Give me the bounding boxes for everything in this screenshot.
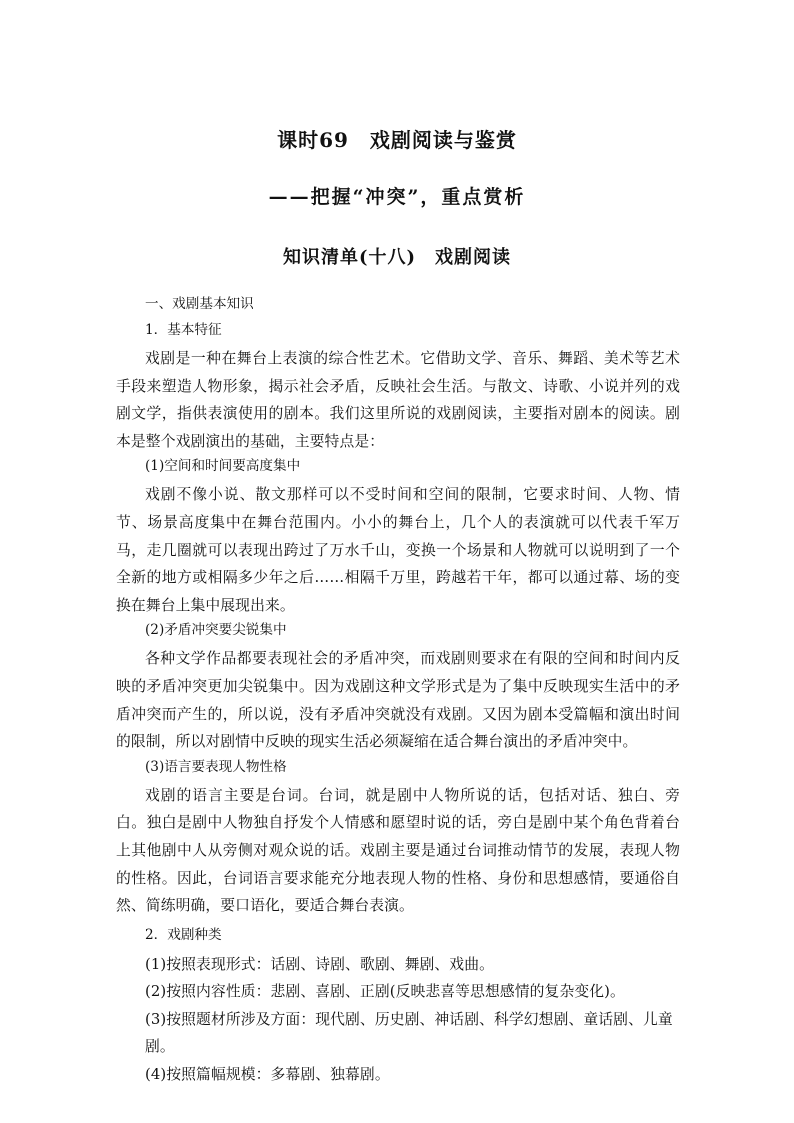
subheading-language: (3)语言要表现人物性格 (145, 758, 287, 775)
intro-paragraph: 戏剧是一种在舞台上表演的综合性艺术。它借助文学、音乐、舞蹈、美术等艺术手段来塑造人物形象，揭示社会矛盾，反映社会生活。与散文、诗歌、小说并列的戏剧文学，指供表演使用的剧本。我们这里所说的戏剧阅读，主要指对剧本的阅读。剧本是整个戏剧演出的基础，主要特点是： (116, 350, 680, 450)
heading-basic-features: 1．基本特征 (145, 322, 222, 338)
subheading-conflict: (2)矛盾冲突要尖锐集中 (145, 622, 287, 639)
lesson-subtitle: ——把握“冲突”，重点赏析 (268, 186, 526, 208)
paragraph-language: 戏剧的语言主要是台词。台词，就是剧中人物所说的话，包括对话、独白、旁白。独白是剧中人物独自抒发个人情感和愿望时说的话，旁白是剧中某个角色背着台上其他剧中人从旁侧对观众说的话。戏剧主要是通过台词推动情节的发展，表现人物的性格。因此，台词语言要求能充分地表现人物的性格、身份和思想感情，要通俗自然、简练明确，要口语化，要适合舞台表演。 (116, 786, 680, 915)
heading-level1: 一、戏剧基本知识 (145, 296, 254, 312)
type-item-length: (4)按照篇幅规模：多幕剧、独幕剧。 (145, 1066, 390, 1084)
type-item-form: (1)按照表现形式：话剧、诗剧、歌剧、舞剧、戏曲。 (145, 955, 494, 973)
paragraph-space-time: 戏剧不像小说、散文那样可以不受时间和空间的限制，它要求时间、人物、情节、场景高度集中在舞台范围内。小小的舞台上，几个人的表演就可以代表千军万马，走几圈就可以表现出跨过了万水千山，变换一个场景和人物就可以说明到了一个全新的地方或相隔多少年之后……相隔千万里，跨越若干年，都可以通过幕、场的变换在舞台上集中展现出来。 (116, 486, 680, 614)
section-title: 知识清单(十八) 戏剧阅读 (282, 247, 512, 268)
paragraph-conflict: 各种文学作品都要表现社会的矛盾冲突，而戏剧则要求在有限的空间和时间内反映的矛盾冲突更加尖锐集中。因为戏剧这种文学形式是为了集中反映现实生活中的矛盾冲突而产生的，所以说，没有矛盾冲突就没有戏剧。又因为剧本受篇幅和演出时间的限制，所以对剧情中反映的现实生活必须凝缩在适合舞台演出的矛盾冲突中。 (116, 650, 680, 751)
type-item-subject: (3)按照题材所涉及方面：现代剧、历史剧、神话剧、科学幻想剧、童话剧、儿童剧。 (145, 1010, 673, 1056)
main-content (116, 293, 680, 1089)
type-item-nature: (2)按照内容性质：悲剧、喜剧、正剧(反映悲喜等思想感情的复杂变化)。 (145, 983, 625, 1001)
heading-drama-types: 2．戏剧种类 (145, 926, 222, 943)
subheading-space-time: (1)空间和时间要高度集中 (145, 458, 301, 475)
lesson-title: 课时69 戏剧阅读与鉴赏 (277, 128, 517, 152)
